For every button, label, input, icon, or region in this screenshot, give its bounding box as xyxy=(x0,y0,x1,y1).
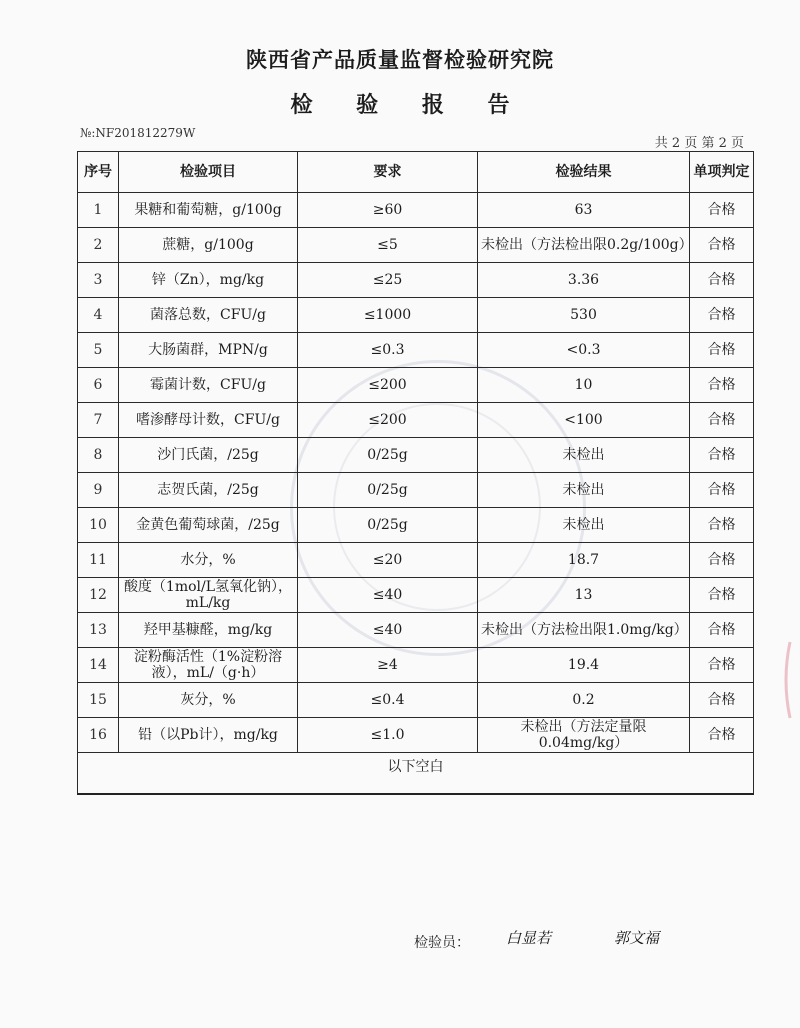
table-body xyxy=(78,193,754,795)
row-requirement: ≤20 xyxy=(298,543,478,578)
row-item: 果糖和葡萄糖，g/100g xyxy=(119,193,298,228)
row-result: 0.2 xyxy=(478,683,690,718)
inspector-signature-2: 郭文福 xyxy=(614,929,660,947)
row-requirement: ≤40 xyxy=(298,613,478,648)
row-item: 锌（Zn），mg/kg xyxy=(119,263,298,298)
row-item: 水分，% xyxy=(119,543,298,578)
row-verdict: 合格 xyxy=(690,683,754,718)
inspection-results-table xyxy=(77,151,754,795)
table-row xyxy=(78,578,754,613)
row-verdict: 合格 xyxy=(690,298,754,333)
row-item: 嗜渗酵母计数，CFU/g xyxy=(119,403,298,438)
row-requirement: ≤25 xyxy=(298,263,478,298)
inspector-label: 检验员： xyxy=(414,935,470,951)
row-item: 羟甲基糠醛，mg/kg xyxy=(119,613,298,648)
row-item: 大肠菌群，MPN/g xyxy=(119,333,298,368)
institute-name: 陕西省产品质量监督检验研究院 xyxy=(246,48,554,72)
page-indicator: 共 2 页 第 2 页 xyxy=(654,136,744,151)
row-number: 2 xyxy=(78,228,119,263)
row-item: 淀粉酶活性（1%淀粉溶液），mL/（g·h） xyxy=(119,648,298,683)
row-requirement: ≥60 xyxy=(298,193,478,228)
row-item: 志贺氏菌，/25g xyxy=(119,473,298,508)
row-requirement: 0/25g xyxy=(298,508,478,543)
row-result: 18.7 xyxy=(478,543,690,578)
row-number: 7 xyxy=(78,403,119,438)
blank-note: 以下空白 xyxy=(78,753,754,795)
edge-seal-mark xyxy=(780,640,794,720)
row-requirement: ≤5 xyxy=(298,228,478,263)
row-verdict: 合格 xyxy=(690,578,754,613)
row-number: 13 xyxy=(78,613,119,648)
table-row xyxy=(78,718,754,753)
row-result: <100 xyxy=(478,403,690,438)
row-item: 菌落总数，CFU/g xyxy=(119,298,298,333)
row-requirement: ≤1000 xyxy=(298,298,478,333)
row-requirement: 0/25g xyxy=(298,473,478,508)
row-number: 6 xyxy=(78,368,119,403)
row-verdict: 合格 xyxy=(690,438,754,473)
row-verdict: 合格 xyxy=(690,263,754,298)
row-number: 16 xyxy=(78,718,119,753)
inspector-signature-1: 白显若 xyxy=(506,929,552,947)
table-row xyxy=(78,368,754,403)
table-row xyxy=(78,543,754,578)
row-result: 未检出（方法检出限0.2g/100g） xyxy=(478,228,690,263)
row-result: 530 xyxy=(478,298,690,333)
row-result: 19.4 xyxy=(478,648,690,683)
row-verdict: 合格 xyxy=(690,543,754,578)
row-item: 沙门氏菌，/25g xyxy=(119,438,298,473)
row-result: 未检出（方法定量限0.04mg/kg） xyxy=(478,718,690,753)
row-number: 1 xyxy=(78,193,119,228)
row-number: 11 xyxy=(78,543,119,578)
row-number: 10 xyxy=(78,508,119,543)
row-result: 10 xyxy=(478,368,690,403)
table-row xyxy=(78,683,754,718)
table-row xyxy=(78,228,754,263)
row-requirement: ≤40 xyxy=(298,578,478,613)
row-number: 9 xyxy=(78,473,119,508)
column-header-requirement: 要求 xyxy=(298,152,478,193)
table-row xyxy=(78,193,754,228)
row-requirement: ≤200 xyxy=(298,403,478,438)
table-row xyxy=(78,613,754,648)
row-result: 3.36 xyxy=(478,263,690,298)
row-item: 霉菌计数，CFU/g xyxy=(119,368,298,403)
column-header-item: 检验项目 xyxy=(119,152,298,193)
row-requirement: ≤0.4 xyxy=(298,683,478,718)
row-requirement: ≤1.0 xyxy=(298,718,478,753)
row-number: 4 xyxy=(78,298,119,333)
row-number: 15 xyxy=(78,683,119,718)
table-row xyxy=(78,508,754,543)
row-result: 13 xyxy=(478,578,690,613)
table-row xyxy=(78,473,754,508)
blank-footer-row xyxy=(78,753,754,795)
row-item: 蔗糖，g/100g xyxy=(119,228,298,263)
row-requirement: ≤0.3 xyxy=(298,333,478,368)
column-header-no: 序号 xyxy=(78,152,119,193)
table-row xyxy=(78,438,754,473)
row-requirement: ≥4 xyxy=(298,648,478,683)
column-header-verdict: 单项判定 xyxy=(690,152,754,193)
table-row xyxy=(78,648,754,683)
table-header-row xyxy=(78,152,754,193)
row-verdict: 合格 xyxy=(690,403,754,438)
row-verdict: 合格 xyxy=(690,368,754,403)
row-result: 未检出 xyxy=(478,438,690,473)
row-verdict: 合格 xyxy=(690,718,754,753)
report-title: 检 验 报 告 xyxy=(290,93,528,118)
row-requirement: ≤200 xyxy=(298,368,478,403)
row-result: 未检出（方法检出限1.0mg/kg） xyxy=(478,613,690,648)
row-verdict: 合格 xyxy=(690,228,754,263)
table-row xyxy=(78,298,754,333)
row-item: 金黄色葡萄球菌，/25g xyxy=(119,508,298,543)
table-row xyxy=(78,403,754,438)
report-number: №:NF201812279W xyxy=(80,126,196,140)
row-result: <0.3 xyxy=(478,333,690,368)
row-item: 铅（以Pb计），mg/kg xyxy=(119,718,298,753)
row-verdict: 合格 xyxy=(690,508,754,543)
row-verdict: 合格 xyxy=(690,613,754,648)
row-number: 12 xyxy=(78,578,119,613)
row-number: 14 xyxy=(78,648,119,683)
row-result: 63 xyxy=(478,193,690,228)
row-item: 灰分，% xyxy=(119,683,298,718)
table-row xyxy=(78,333,754,368)
row-result: 未检出 xyxy=(478,508,690,543)
row-number: 8 xyxy=(78,438,119,473)
row-number: 3 xyxy=(78,263,119,298)
row-verdict: 合格 xyxy=(690,193,754,228)
row-verdict: 合格 xyxy=(690,333,754,368)
row-verdict: 合格 xyxy=(690,473,754,508)
row-requirement: 0/25g xyxy=(298,438,478,473)
column-header-result: 检验结果 xyxy=(478,152,690,193)
row-item: 酸度（1mol/L氢氧化钠），mL/kg xyxy=(119,578,298,613)
row-number: 5 xyxy=(78,333,119,368)
table-row xyxy=(78,263,754,298)
row-verdict: 合格 xyxy=(690,648,754,683)
row-result: 未检出 xyxy=(478,473,690,508)
